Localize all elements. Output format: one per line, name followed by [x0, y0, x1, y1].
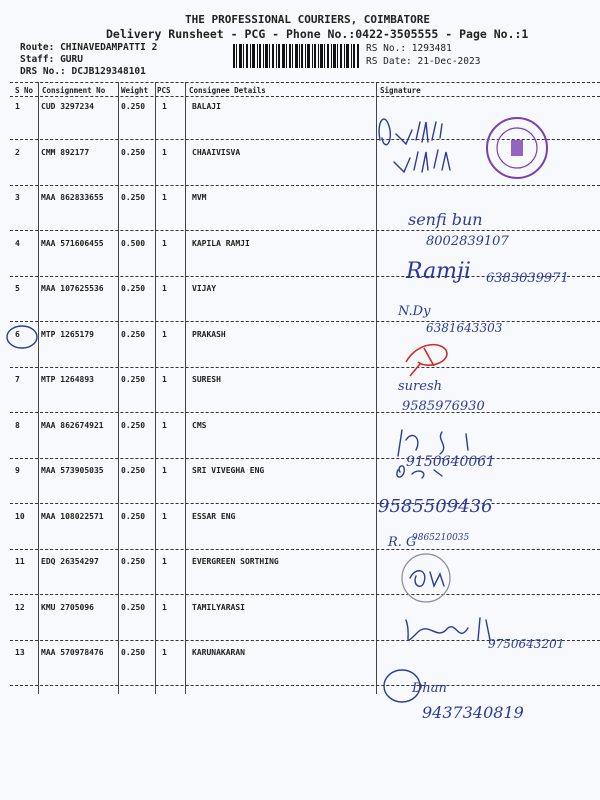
handwriting-row-10 — [387, 533, 470, 550]
col-pcs: PCS — [157, 86, 171, 95]
row-sno: 7 — [15, 375, 20, 384]
row-sno: 1 — [15, 102, 20, 111]
col-consignee: Consignee Details — [189, 86, 266, 95]
note-10: R. G — [388, 535, 417, 550]
table-header-rule — [10, 96, 600, 97]
row-weight: 0.250 — [121, 284, 146, 293]
row-consignee: CMS — [192, 421, 207, 430]
rs-no-value: 1293481 — [411, 43, 452, 54]
route-value: CHINAVEDAMPATTI 2 — [60, 42, 158, 53]
row-weight: 0.250 — [121, 375, 146, 384]
phone-10: 9865210035 — [412, 533, 470, 543]
row-pcs: 1 — [162, 557, 167, 566]
row-consignee: MVM — [192, 193, 207, 202]
row-sno: 5 — [15, 284, 20, 293]
handwriting-row-3 — [408, 210, 509, 249]
phone-3: 8002839107 — [426, 234, 509, 249]
signature-area — [376, 100, 600, 740]
row-consignment-no: MAA 573905035 — [41, 466, 104, 475]
row-consignment-no: EDQ 26354297 — [41, 557, 99, 566]
row-consignee: PRAKASH — [192, 330, 226, 339]
handwriting-row-7 — [398, 379, 485, 414]
phone-5: 6381643303 — [426, 321, 503, 335]
row-weight: 0.500 — [121, 239, 146, 248]
drs-line — [20, 66, 146, 77]
runsheet-subtitle: Delivery Runsheet - PCG - Phone No.:0422-3505555 - Page No.:1 — [106, 27, 529, 41]
row-consignee: KARUNAKARAN — [192, 648, 245, 657]
rs-no-line — [366, 43, 452, 54]
phone-4: 6383039971 — [486, 271, 569, 286]
note-13: Dhan — [412, 681, 447, 696]
row-weight: 0.250 — [121, 421, 146, 430]
row-pcs: 1 — [162, 375, 167, 384]
phone-8: 9150640061 — [406, 454, 496, 470]
row-sno: 3 — [15, 193, 20, 202]
row-pcs: 1 — [162, 284, 167, 293]
handwriting-row-8 — [398, 430, 495, 470]
table-top-rule — [10, 82, 600, 83]
row-weight: 0.250 — [121, 102, 146, 111]
row-weight: 0.250 — [121, 603, 146, 612]
col-divider — [155, 82, 156, 694]
route-line — [20, 42, 157, 53]
row-pcs: 1 — [162, 512, 167, 521]
phone-13: 9437340819 — [422, 703, 524, 722]
row-sno: 4 — [15, 239, 20, 248]
col-weight: Weight — [121, 86, 149, 95]
row-consignee: VIJAY — [192, 284, 217, 293]
company-title: THE PROFESSIONAL COURIERS, COIMBATORE — [185, 13, 431, 26]
row-consignment-no: MTP 1265179 — [41, 330, 94, 339]
row-consignee: ESSAR ENG — [192, 512, 236, 521]
row-sno: 12 — [15, 603, 25, 612]
row-consignee: SURESH — [192, 375, 221, 384]
row-pcs: 1 — [162, 330, 167, 339]
col-divider — [118, 82, 119, 694]
signature-row-1 — [379, 119, 450, 172]
row-weight: 0.250 — [121, 466, 146, 475]
row-consignment-no: MTP 1264893 — [41, 375, 94, 384]
col-consignment: Consignment No — [42, 86, 106, 95]
row-pcs: 1 — [162, 466, 167, 475]
phone-7: 9585976930 — [402, 399, 485, 414]
note-7: suresh — [398, 379, 442, 394]
note-4: Ramji — [406, 259, 471, 284]
row-consignment-no: MAA 108022571 — [41, 512, 104, 521]
row-consignment-no: CMM 892177 — [41, 148, 90, 157]
row-weight: 0.250 — [121, 557, 146, 566]
circled-row-mark — [4, 322, 40, 352]
rs-no-label: RS No.: — [366, 43, 407, 54]
rs-date-label: RS Date: — [366, 56, 412, 67]
stamp-icon — [487, 118, 547, 178]
row-consignee: CHAAIVISVA — [192, 148, 241, 157]
row-pcs: 1 — [162, 603, 167, 612]
row-consignment-no: MAA 571606455 — [41, 239, 104, 248]
row-weight: 0.250 — [121, 512, 146, 521]
row-consignment-no: MAA 107625536 — [41, 284, 104, 293]
row-pcs: 1 — [162, 421, 167, 430]
handwriting-row-9 — [378, 466, 493, 517]
drs-label: DRS No.: — [20, 66, 66, 77]
row-weight: 0.250 — [121, 193, 146, 202]
col-sno: S No — [15, 86, 34, 95]
row-sno: 2 — [15, 148, 20, 157]
barcode — [233, 44, 359, 68]
handwriting-row-5 — [397, 304, 503, 335]
round-stamp-icon — [402, 554, 450, 602]
rs-date-value: 21-Dec-2023 — [417, 56, 481, 67]
note-3: senfi bun — [408, 210, 483, 229]
row-consignment-no: MAA 862833655 — [41, 193, 104, 202]
row-consignee: KAPILA RAMJI — [192, 239, 250, 248]
route-label: Route: — [20, 42, 55, 53]
note-5: N.Dy — [398, 304, 431, 319]
row-weight: 0.250 — [121, 330, 146, 339]
handwriting-row-4 — [405, 259, 569, 286]
staff-line — [20, 54, 83, 65]
row-sno: 9 — [15, 466, 20, 475]
row-consignee: TAMILYARASI — [192, 603, 245, 612]
row-consignment-no: KMU 2705096 — [41, 603, 94, 612]
red-ink-mark — [406, 345, 447, 376]
row-consignment-no: MAA 570978476 — [41, 648, 104, 657]
col-signature: Signature — [380, 86, 421, 95]
rs-date-line — [366, 56, 480, 67]
row-weight: 0.250 — [121, 648, 146, 657]
row-pcs: 1 — [162, 102, 167, 111]
row-consignee: SRI VIVEGHA ENG — [192, 466, 265, 475]
row-pcs: 1 — [162, 193, 167, 202]
col-divider — [185, 82, 186, 694]
row-weight: 0.250 — [121, 148, 146, 157]
row-consignee: EVERGREEN SORTHING — [192, 557, 279, 566]
col-divider — [38, 82, 39, 694]
staff-value: GURU — [60, 54, 83, 65]
row-sno: 13 — [15, 648, 25, 657]
phone-12: 9750643201 — [488, 637, 565, 651]
handwriting-row-12 — [406, 618, 564, 651]
row-sno: 6 — [15, 330, 20, 339]
row-consignee: BALAJI — [192, 102, 221, 111]
row-consignment-no: MAA 862674921 — [41, 421, 104, 430]
row-pcs: 1 — [162, 148, 167, 157]
row-pcs: 1 — [162, 648, 167, 657]
row-consignment-no: CUD 3297234 — [41, 102, 94, 111]
staff-label: Staff: — [20, 54, 55, 65]
drs-value: DCJB129348101 — [71, 66, 146, 77]
row-sno: 11 — [15, 557, 25, 566]
row-pcs: 1 — [162, 239, 167, 248]
phone-9: 9585509436 — [378, 496, 493, 517]
handwriting-row-13 — [384, 670, 524, 722]
row-sno: 8 — [15, 421, 20, 430]
row-sno: 10 — [15, 512, 25, 521]
